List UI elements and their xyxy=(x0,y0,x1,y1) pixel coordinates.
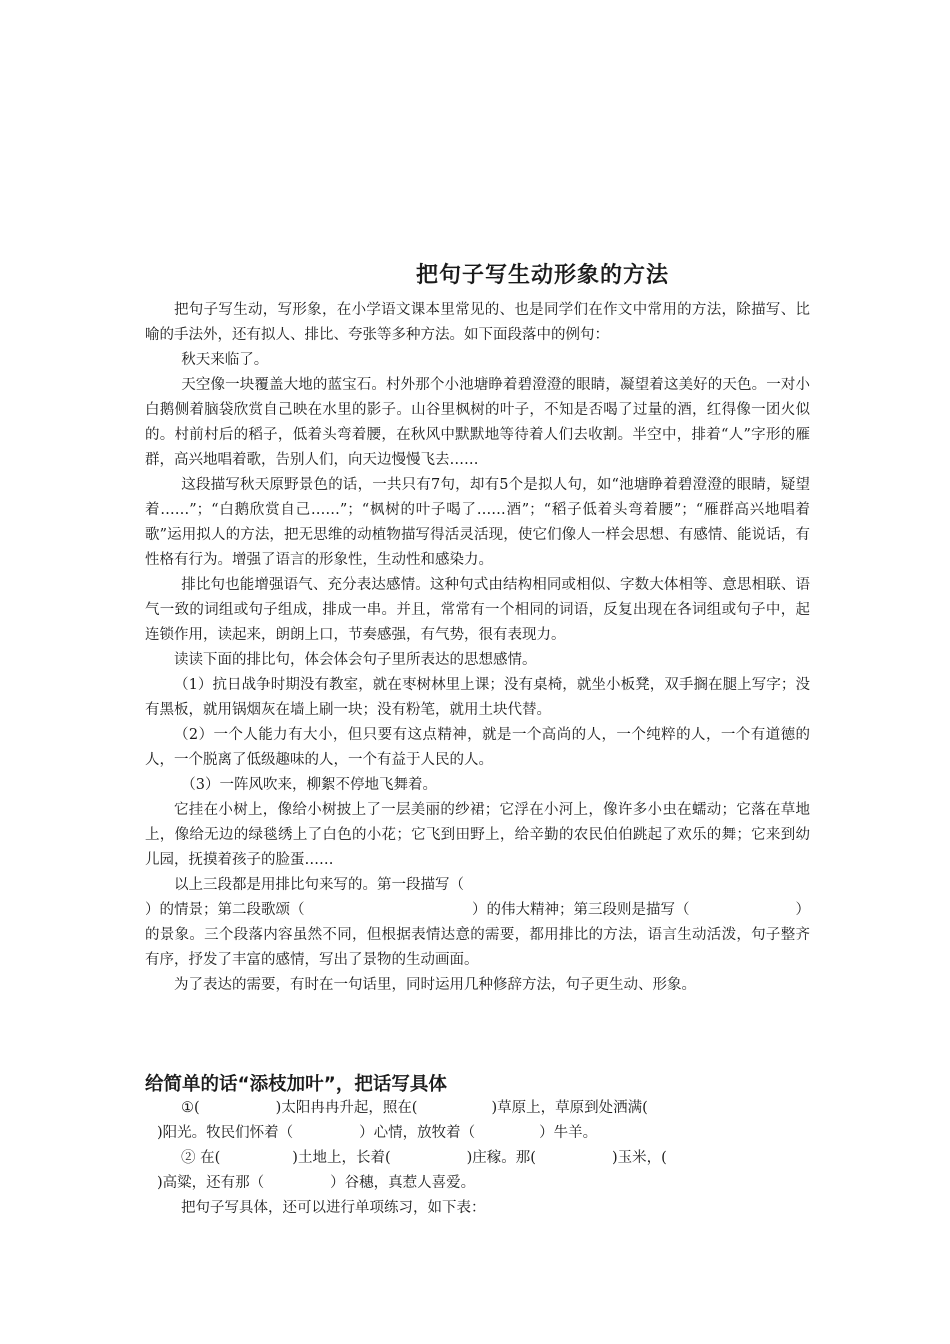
exercise-2-text-a: ② 在( xyxy=(181,1150,221,1166)
exercise-1-text-f: ）牛羊。 xyxy=(539,1125,598,1141)
fill-text-b: ）的伟大精神；第三段则是描写（ xyxy=(472,902,690,918)
exercise-1-line-2 xyxy=(145,1121,810,1146)
exercise-2-line-2 xyxy=(145,1171,810,1196)
paragraph-combined-rhetoric: 为了表达的需要，有时在一句话里，同时运用几种修辞方法，句子更生动、形象。 xyxy=(174,977,696,993)
paragraph-willow-catkins: 它挂在小树上，像给小树披上了一层美丽的纱裙；它浮在小河上，像许多小虫在蠕动；它落在草地上，像给无边的绿毯绣上了白色的小花；它飞到田野上，给辛勤的农民伯伯跳起了欢乐的舞；它来到幼儿园，抚摸着孩子的脸蛋…… xyxy=(145,802,810,868)
exercise-blank-8[interactable] xyxy=(264,1171,330,1196)
fill-text-a: ）的情景；第二段歌颂（ xyxy=(145,902,305,918)
paragraph-example-2: （2）一个人能力有大小，但只要有这点精神，就是一个高尚的人，一个纯粹的人，一个有道德的人，一个脱离了低级趣味的人，一个有益于人民的人。 xyxy=(145,727,810,768)
paragraph-summary: 的景象。三个段落内容虽然不同，但根据表情达意的需要，都用排比的方法，语言生动活泼，句子整齐有序，抒发了丰富的感情，写出了景物的生动画面。 xyxy=(145,927,810,968)
exercise-blank-2[interactable] xyxy=(417,1096,491,1121)
exercise-blank-5[interactable] xyxy=(220,1146,292,1171)
exercise-1-text-d: )阳光。牧民们怀着（ xyxy=(157,1125,294,1141)
fill-question-lead: 以上三段都是用排比句来写的。第一段描写（ xyxy=(174,877,464,893)
fill-question-part-b xyxy=(472,898,810,923)
paragraph-read-instruction: 读读下面的排比句，体会体会句子里所表达的思想感情。 xyxy=(174,652,537,668)
exercise-2-line-1 xyxy=(145,1146,810,1171)
paragraph-example-1: （1）抗日战争时期没有教室，就在枣树林里上课；没有桌椅，就坐小板凳，双手搁在腿上写字；没有黑板，就用锅烟灰在墙上刷一块；没有粉笔，就用土块代替。 xyxy=(145,677,810,718)
exercise-blank-6[interactable] xyxy=(391,1146,467,1171)
exercise-blank-1[interactable] xyxy=(200,1096,276,1121)
paragraph-personification-analysis: 这段描写秋天原野景色的话，一共只有7句，却有5个是拟人句，如“池塘睁着碧澄澄的眼睛，疑望着……”；“白鹅欣赏自己……”；“枫树的叶子喝了……酒”；“稻子低着头弯着腰”；“雁群高兴地唱着歌”运用拟人的方法，把无思维的动植物描写得活灵活现，使它们像人一样会思想、有感情、能说话，有性格有行为。增强了语言的形象性，生动性和感染力。 xyxy=(145,477,810,568)
closing-text: 把句子写具体，还可以进行单项练习，如下表： xyxy=(181,1200,486,1216)
paragraph-example-3: （3）一阵风吹来，柳絮不停地飞舞着。 xyxy=(181,777,437,793)
fill-text-c: ） xyxy=(795,902,810,918)
exercise-blank-3[interactable] xyxy=(293,1121,359,1146)
exercise-blank-4[interactable] xyxy=(475,1121,539,1146)
exercise-1-line-1 xyxy=(145,1096,810,1121)
fill-question-line xyxy=(145,898,810,923)
paragraph-fill-question xyxy=(145,873,810,898)
exercise-1-text-c: )草原上，草原到处洒满( xyxy=(491,1100,648,1116)
exercise-1-text-e: ）心情，放牧着（ xyxy=(359,1125,476,1141)
article-body xyxy=(145,298,810,998)
fill-question-part-a xyxy=(145,898,455,923)
exercise-1-text-a: ①( xyxy=(181,1100,200,1116)
exercise-2-text-b: )土地上，长着( xyxy=(292,1150,391,1166)
closing-line xyxy=(145,1196,810,1221)
paragraph-intro: 把句子写生动，写形象，在小学语文课本里常见的、也是同学们在作文中常用的方法，除描写、比喻的手法外，还有拟人、排比、夸张等多种方法。如下面段落中的例句： xyxy=(145,302,810,343)
exercise-2-text-c: )庄稼。那( xyxy=(466,1150,536,1166)
section-heading: 给简单的话“添枝加叶”，把话写具体 xyxy=(145,1074,447,1095)
exercise-section xyxy=(145,1096,810,1221)
paragraph-autumn-scene: 天空像一块覆盖大地的蓝宝石。村外那个小池塘睁着碧澄澄的眼睛，凝望着这美好的天色。一对小白鹅侧着脑袋欣赏自己映在水里的影子。山谷里枫树的叶子，不知是否喝了过量的酒，红得像一团火似的。村前村后的稻子，低着头弯着腰，在秋风中默默地等待着人们去收割。半空中，排着“人”字形的雁群，高兴地唱着歌，告别人们，向天边慢慢飞去…… xyxy=(145,377,810,468)
exercise-2-text-f: ）谷穗，真惹人喜爱。 xyxy=(330,1175,476,1191)
exercise-2-text-e: )高粱，还有那（ xyxy=(157,1175,265,1191)
exercise-blank-7[interactable] xyxy=(536,1146,612,1171)
exercise-2-text-d: )玉米，( xyxy=(611,1150,667,1166)
paragraph-autumn-opening: 秋天来临了。 xyxy=(181,352,269,368)
page-title: 把句子写生动形象的方法 xyxy=(415,263,669,288)
exercise-1-text-b: )太阳冉冉升起，照在( xyxy=(275,1100,418,1116)
paragraph-parallelism-intro: 排比句也能增强语气、充分表达感情。这种句式由结构相同或相似、字数大体相等、意思相联、语气一致的词组或句子组成，排成一串。并且，常常有一个相同的词语，反复出现在各词组或句子中，起连锁作用，读起来，朗朗上口，节奏感强，有气势，很有表现力。 xyxy=(145,577,810,643)
